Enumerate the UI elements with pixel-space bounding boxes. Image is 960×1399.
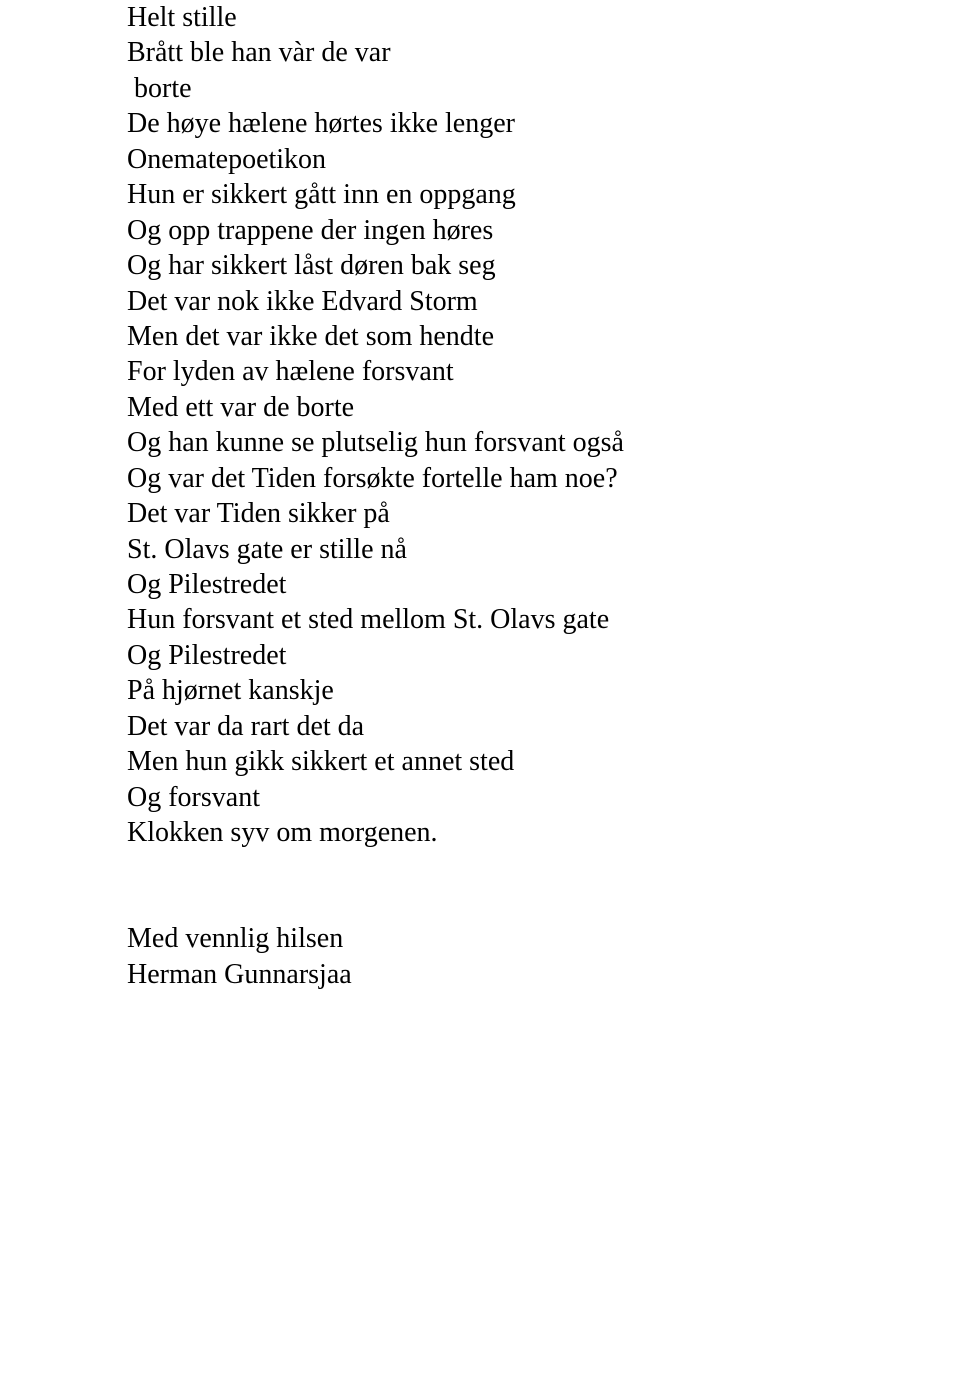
poem-line: Og Pilestredet	[127, 639, 287, 671]
signature-name: Herman Gunnarsjaa	[127, 958, 352, 990]
poem-line: Brått ble han vàr de var	[127, 37, 391, 69]
poem-line: Og var det Tiden forsøkte fortelle ham noe?	[127, 462, 618, 494]
poem-line: De høye hælene hørtes ikke lenger	[127, 108, 515, 140]
poem-line: På hjørnet kanskje	[127, 675, 334, 707]
poem-line: Og forsvant	[127, 781, 260, 813]
poem-line: Det var nok ikke Edvard Storm	[127, 285, 478, 317]
poem-line: Men hun gikk sikkert et annet sted	[127, 746, 515, 778]
letter-closing	[127, 921, 927, 992]
poem-line: Hun forsvant et sted mellom St. Olavs gate	[127, 604, 610, 636]
poem-line: Men det var ikke det som hendte	[127, 320, 495, 352]
poem-line: Det var Tiden sikker på	[127, 498, 390, 530]
poem-line: Klokken syv om morgenen.	[127, 817, 438, 849]
poem-line: Og han kunne se plutselig hun forsvant også	[127, 427, 624, 459]
poem-line: For lyden av hælene forsvant	[127, 356, 454, 388]
poem-line: Hun er sikkert gått inn en oppgang	[127, 179, 516, 211]
poem-line: Og Pilestredet	[127, 569, 287, 600]
poem-line: borte	[127, 72, 192, 104]
poem-line: Onematepoetikon	[127, 143, 327, 175]
poem-body	[127, 0, 927, 851]
poem-line: Med ett var de borte	[127, 391, 355, 423]
poem-line: Og har sikkert låst døren bak seg	[127, 250, 496, 282]
closing-salutation: Med vennlig hilsen	[127, 923, 344, 954]
poem-line: Det var da rart det da	[127, 710, 365, 742]
poem-line: Og opp trappene der ingen høres	[127, 214, 494, 246]
poem-line: St. Olavs gate er stille nå	[127, 533, 407, 565]
poem-line: Helt stille	[127, 2, 237, 33]
